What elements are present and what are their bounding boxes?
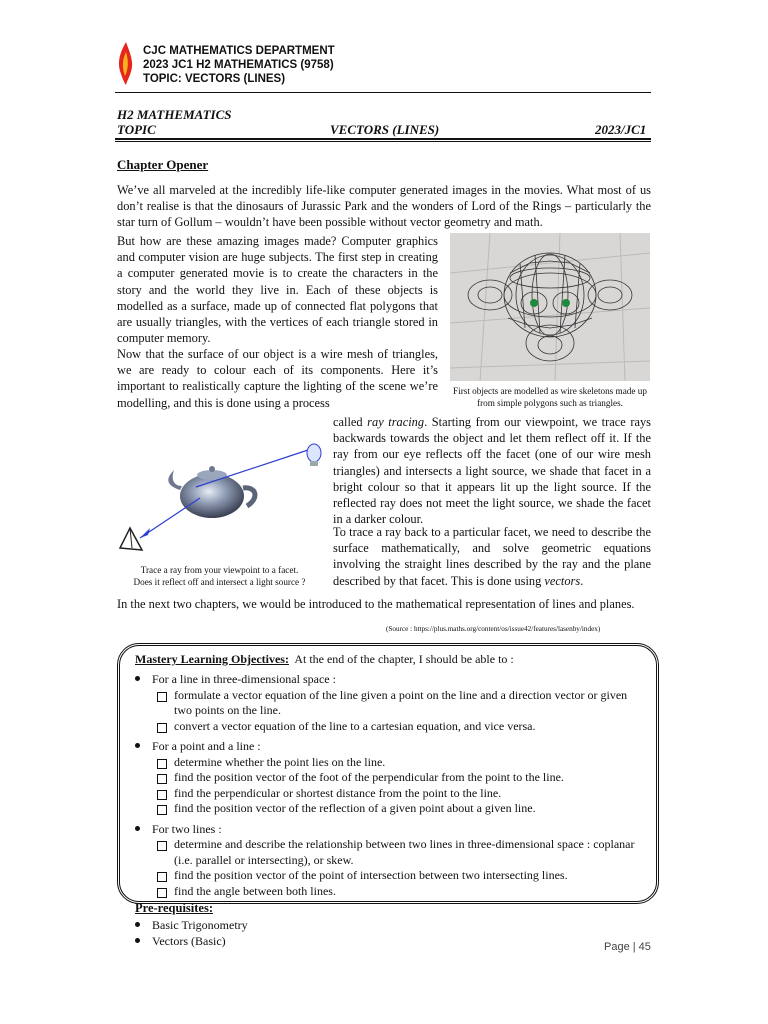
objectives-title: Mastery Learning Objectives:: [135, 652, 289, 666]
objective-group: For a point and a line :: [135, 739, 635, 755]
ray-tracing-caption: Trace a ray from your viewpoint to a facet. Does it reflect off and intersect a light source ?: [133, 565, 306, 587]
wireframe-image: [450, 233, 650, 381]
objective-item: determine whether the point lies on the line.: [157, 755, 635, 771]
objective-item: find the position vector of the reflection of a given point about a given line.: [157, 801, 635, 817]
objective-group: For a line in three-dimensional space :: [135, 672, 635, 688]
ray-tracing-figure: [112, 440, 332, 558]
wireframe-caption: First objects are modelled as wire skeletons made up from simple polygons such as triangles.: [453, 386, 647, 408]
course-name: 2023 JC1 H2 MATHEMATICS (9758): [143, 59, 334, 71]
objective-item: determine and describe the relationship between two lines in three-dimensional space : coplanar (i.e. parallel or intersecting), or skew.: [157, 837, 635, 868]
objective-item: find the position vector of the point of intersection between two intersecting lines.: [157, 868, 635, 884]
paragraph-1: We’ve all marveled at the incredibly life-like computer generated images in the movies. What most of us don’t realise is that the dinosaurs of Jurassic Park and the wonders of Lord of the Rings – particularly the star turn of Gollum – wouldn’t have been possible without vector geometry and math.: [117, 183, 651, 230]
header-rule: [115, 92, 651, 93]
objective-group: For two lines :: [135, 822, 635, 838]
header-topic: TOPIC: VECTORS (LINES): [143, 73, 286, 85]
objective-item: find the position vector of the foot of the perpendicular from the point to the line.: [157, 770, 635, 786]
paragraph-3-continued: called ray tracing. Starting from our viewpoint, we trace rays backwards towards the object and let them reflect off it. If the ray from our eye reflects off the facet (one of our wire mesh triangles) and intersects a light source, we shade that facet in a bright colour so that it appears lit up the light source. If the reflected ray does not meet the light source, we shade the facet in a darker colour.: [333, 415, 651, 527]
paragraph-5: In the next two chapters, we would be introduced to the mathematical representation of lines and planes.: [117, 597, 635, 611]
objectives-heading: [135, 652, 640, 668]
prerequisites-list: [135, 918, 248, 949]
prerequisite-item: Basic Trigonometry: [135, 918, 248, 934]
viewpoint-icon: [120, 528, 142, 550]
objective-item: convert a vector equation of the line to a cartesian equation, and vice versa.: [157, 719, 635, 735]
paragraph-4: To trace a ray back to a particular facet, we need to describe the surface mathematically, and solve geometric equations involving the straight lines described by the ray and the plane described by that facet. This is done using vectors.: [333, 525, 651, 588]
topic-name: VECTORS (LINES): [330, 122, 440, 137]
light-bulb-icon: [307, 444, 321, 466]
objective-item: formulate a vector equation of the line given a point on the line and a direction vector or given two points on the line.: [157, 688, 635, 719]
objectives-list: [135, 672, 635, 899]
objective-item: find the angle between both lines.: [157, 884, 635, 900]
chapter-opener-heading: Chapter Opener: [117, 157, 209, 172]
title-rule: [115, 138, 651, 142]
objective-item: find the perpendicular or shortest distance from the point to the line.: [157, 786, 635, 802]
year-label: 2023/JC1: [595, 122, 647, 137]
source-citation: (Source : https://plus.maths.org/content/os/issue42/features/lasenby/index): [386, 625, 601, 633]
objectives-intro: At the end of the chapter, I should be able to :: [294, 652, 514, 666]
subject-title: H2 MATHEMATICS: [117, 107, 232, 122]
prerequisite-item: Vectors (Basic): [135, 934, 248, 950]
page-number: Page | 45: [604, 941, 651, 953]
paragraph-3: Now that the surface of our object is a wire mesh of triangles, we are ready to colour each of its components. Here it’s important to realistically capture the lighting of the scene we’re modelling, and this is done using a process: [117, 347, 438, 410]
topic-label: TOPIC: [117, 122, 156, 137]
department-name: CJC MATHEMATICS DEPARTMENT: [143, 45, 335, 57]
prerequisites-title: Pre-requisites:: [135, 901, 213, 915]
paragraph-2: But how are these amazing images made? Computer graphics and computer vision are huge subjects. The first step in creating a computer generated movie is to create the characters in the story and the world they live in. Each of these objects is modelled as a surface, made up of connected flat polygons that are usually triangles, with the vertices of each triangle stored in computer memory.: [117, 234, 438, 346]
school-logo: [115, 40, 137, 86]
